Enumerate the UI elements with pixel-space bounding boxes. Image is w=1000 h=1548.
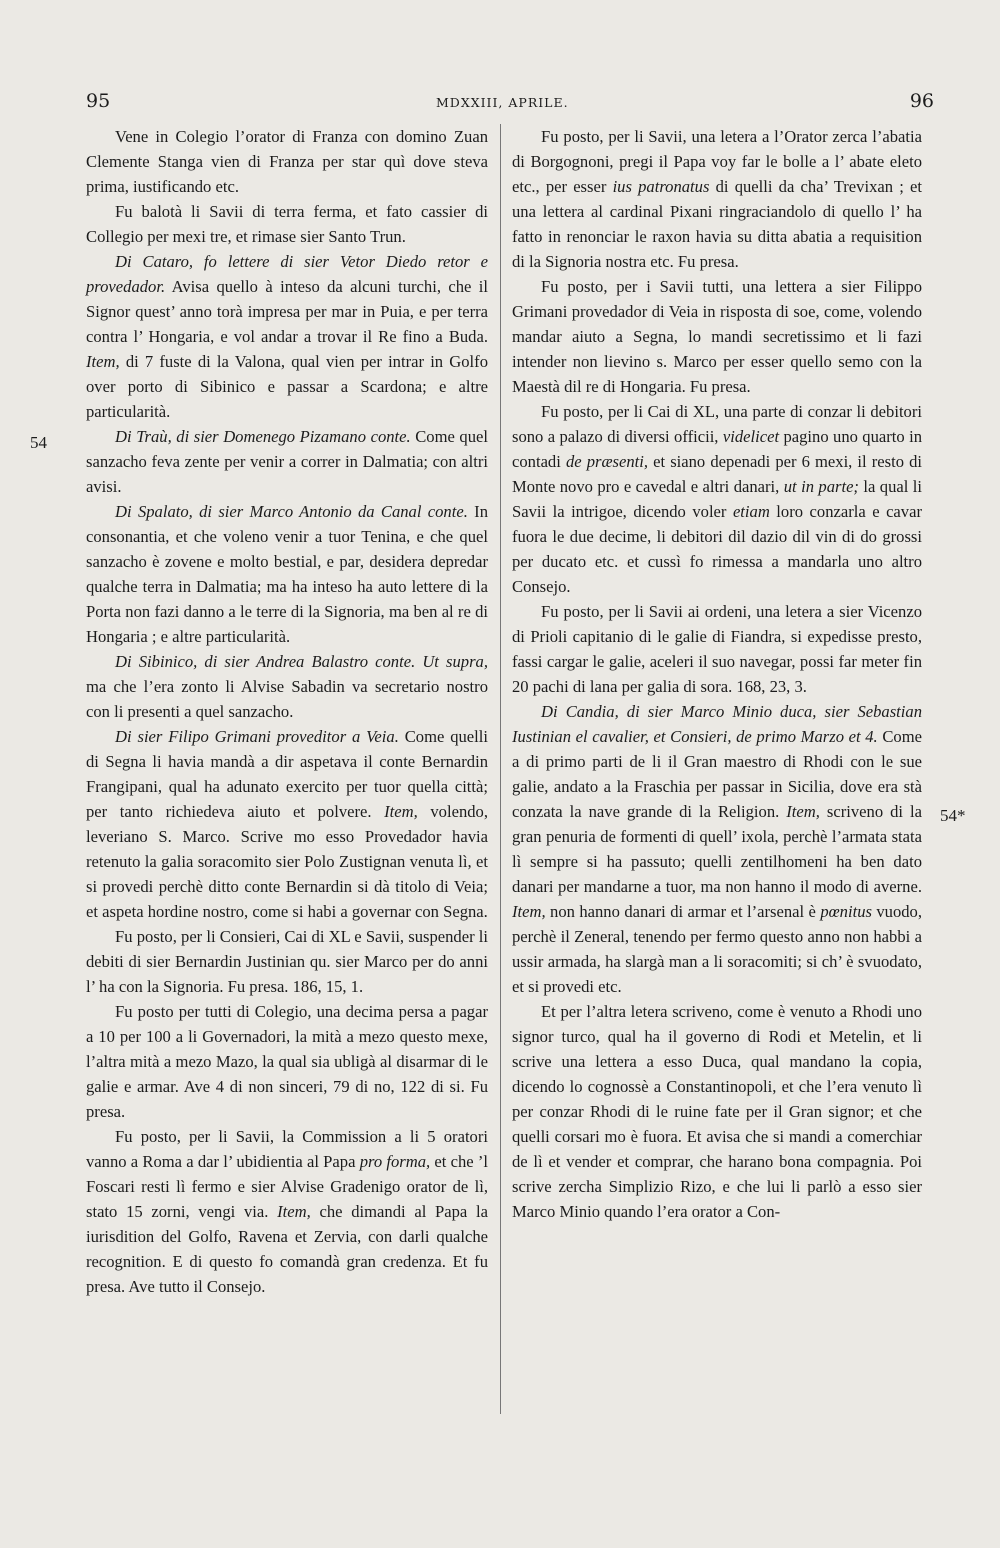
text-run: Fu posto, per li Savii, la Commission a li 5 oratori vanno a Roma a dar l’ ubidientia al Papa (86, 1127, 488, 1171)
text-run: Fu posto, per li Consieri, Cai di XL e Savii, suspender li debiti di sier Bernardin Justinian qu. sier Marco per do anni l’ ha con la Signoria. Fu presa. 186, 15, 1. (86, 927, 488, 996)
margin-number-left: 54 (30, 433, 47, 452)
text-run: et siano depenadi per 6 mexi, il resto di Monte novo pro e cavedal e altri danari, (512, 452, 922, 496)
italic-text: Item, (512, 902, 546, 921)
text-run: Avisa quello à inteso da alcuni turchi, che il Signor quest’ anno torà impresa per mar in Puia, e per terra contra l’ Hongaria, e vol andar a trovar il Re fino a Buda. (86, 277, 488, 346)
italic-text: Di Sibinico, di sier Andrea Balastro conte. Ut supra, (115, 652, 488, 671)
right-text-column (512, 124, 922, 1224)
paragraph (512, 999, 922, 1224)
paragraph (86, 649, 488, 724)
column-divider (500, 124, 501, 1414)
text-run: Fu posto per tutti di Colegio, una decima persa a pagar a 10 per 100 a li Governadori, la mità a mezo questo mexe, l’altra mità a mezo Mazo, la qual sia ubligà al disarmar di le galie e armar. Ave 4 di non sinceri, 79 di no, 122 di si. Fu presa. (86, 1002, 488, 1121)
text-run: Fu balotà li Savii di terra ferma, et fato cassier di Collegio per mexi tre, et rimase sier Santo Trun. (86, 202, 488, 246)
text-run: Fu posto, per i Savii tutti, una lettera a sier Filippo Grimani provedador di Veia in risposta di soe, come, volendo mandar aiuto a Segna, lo mandi secretissimo et li fazi intender non lievino s. Marco per esser quello semo con la Maestà dil re di Hongaria. Fu presa. (512, 277, 922, 396)
text-run: la qual li Savii la intrigoe, dicendo voler (512, 477, 923, 521)
text-run: che dimandi al Papa la iurisdition del Golfo, Ravena et Zervia, con darli qualche recognition. E di questo fo comandà gran credenza. Et fu presa. Ave tutto il Consejo. (86, 1202, 488, 1296)
italic-text: ut in parte; (783, 477, 859, 496)
text-run: Fu posto, per li Savii ai ordeni, una letera a sier Vicenzo di Prioli capitanio di le galie di Fiandra, si expedisse presto, fassi cargar le galie, aceleri il suo navegar, possi far meter fin 20 pachi di lana per galia di sora. 168, 23, 3. (512, 602, 922, 696)
paragraph (512, 599, 922, 699)
paragraph (512, 399, 922, 599)
paragraph (86, 199, 488, 249)
paragraph (512, 124, 922, 274)
text-run: Come quel sanzacho feva zente per venir a correr in Dalmatia; con altri avisi. (86, 427, 488, 496)
text-run: Come a di primo parti de li il Gran maestro di Rhodi con le sue galie, andato a la Fraschia per passar in Sicilia, dove era stà conzata la nave grande di la Religion. (512, 727, 922, 821)
text-run: di 7 fuste di la Valona, qual vien per intrar in Golfo over porto di Sibinico e passar a Scardona; e altre particularità. (86, 352, 488, 421)
text-run: non hanno danari di armar et l’arsenal è (545, 902, 821, 921)
paragraph (86, 724, 488, 924)
italic-text: Di sier Filipo Grimani proveditor a Veia. (115, 727, 399, 746)
text-run: vuodo, perchè il Zeneral, tenendo per fermo questo anno non habbi a ussir armada, ha slargà man a li soracomiti; si ch’ è svuodato, et si provedi etc. (512, 902, 922, 996)
text-run: et che ’l Foscari resti lì fermo e sier Alvise Gradenigo orator de lì, stato 15 zorni, vengi via. (86, 1152, 488, 1221)
text-run: Fu posto, per li Cai di XL, una parte di conzar li debitori sono a palazo di diversi officii, (512, 402, 922, 446)
text-run: scriveno di la gran penuria de formenti di quell’ ixola, perchè l’armata stata lì sempre si ha passuto; quelli zentilhomeni ha ben dato danari per mandarne a tuor, ma non hanno il modo di averne. (512, 802, 922, 896)
page-header (0, 90, 1000, 120)
paragraph (86, 1124, 488, 1299)
text-run: Et per l’altra letera scriveno, come è venuto a Rhodi uno signor turco, qual ha il governo di Rodi et Metelin, et li scrive una lettera a esso Duca, qual mandano la copia, dicendo lo cognossè a Constantinopoli, et che l’era venuto lì per conzar Rhodi di le ruine fate per il Gran signor; et che quelli corsari mo è fuora. Et avisa che si mandi a comerchiar de lì et vender et comprar, che harano bona compagnia. Poi scrive zercha Simplizio Rizo, e che lui li parlò a esso sier Marco Minio quando l’era orator a Con- (512, 1002, 922, 1221)
text-run: Vene in Colegio l’orator di Franza con domino Zuan Clemente Stanga vien di Franza per star quì dove steva prima, iustificando etc. (86, 127, 488, 196)
running-title: MDXXIII, APRILE. (436, 95, 569, 110)
italic-text: ius patronatus (612, 177, 710, 196)
text-run: Fu posto, per li Savii, una letera a l’Orator zerca l’abatia di Borgognoni, pregi il Papa voy far le bolle a l’ abate eleto etc., per esser (512, 127, 922, 196)
italic-text: pro forma, (359, 1152, 431, 1171)
italic-text: de præsenti, (565, 452, 649, 471)
italic-text: etiam (732, 502, 770, 521)
text-run: Come quelli di Segna li havia mandà a dir aspetava il conte Bernardin Frangipani, qual ha adunato exercito per tuor quella città; per tanto richiedeva aiuto et polvere. (86, 727, 488, 821)
paragraph (86, 999, 488, 1124)
italic-text: Item, (786, 802, 820, 821)
paragraph (512, 274, 922, 399)
page-number-right: 96 (909, 90, 934, 112)
paragraph (512, 699, 922, 999)
paragraph (86, 924, 488, 999)
italic-text: Di Cataro, fo lettere di sier Vetor Diedo retor e provedador. (86, 252, 488, 296)
italic-text: Di Spalato, di sier Marco Antonio da Canal conte. (115, 502, 468, 521)
margin-number-right: 54* (940, 806, 966, 825)
paragraph (86, 499, 488, 649)
text-run: volendo, leveriano S. Marco. Scrive mo esso Provedador havia retenuto la galia soracomito sier Polo Zustignan venuta lì, et si provedi perchè ditto conte Bernardin si dà titolo di Veia; et aspeta hordine nostro, come si habi a governar con Segna. (86, 802, 488, 921)
italic-text: Di Candia, di sier Marco Minio duca, sier Sebastian Iustinian el cavalier, et Consieri, de primo Marzo et 4. (512, 702, 922, 746)
text-run: ma che l’era zonto li Alvise Sabadin va secretario nostro con li presenti a quel sanzacho. (86, 677, 488, 721)
page-number-left: 95 (86, 90, 111, 112)
italic-text: Item, (86, 352, 120, 371)
italic-text: videlicet (722, 427, 780, 446)
paragraph (86, 124, 488, 199)
italic-text: pœnitus (820, 902, 872, 921)
text-run: pagino uno quarto in contadi (512, 427, 922, 471)
italic-text: Item, (384, 802, 418, 821)
italic-text: Di Traù, di sier Domenego Pizamano conte. (115, 427, 411, 446)
text-run: di quelli da cha’ Trevixan ; et una lettera al cardinal Pixani ringraciandolo di quello l’ ha fatto in renonciar le raxon havia su ditta abatia a requisition di la Signoria nostra etc. Fu presa. (512, 177, 922, 271)
text-run: loro conzarla e cavar fuora le due decime, li debitori dil dazio dil vin di do grossi per ducato etc. et cussì fo rimessa a mandarla uno altro Consejo. (512, 502, 922, 596)
italic-text: Item, (277, 1202, 311, 1221)
left-text-column (86, 124, 488, 1299)
paragraph (86, 249, 488, 424)
paragraph (86, 424, 488, 499)
text-run: In consonantia, et che voleno venir a tuor Tenina, e che quel sanzacho è zovene e molto bestial, e par, desidera depredar qualche terra in Dalmatia; ma ha inteso ha auto lettere di la Porta non fazi danno a le terre di la Signoria, ma ben al re di Hongaria ; e altre particularità. (86, 502, 488, 646)
